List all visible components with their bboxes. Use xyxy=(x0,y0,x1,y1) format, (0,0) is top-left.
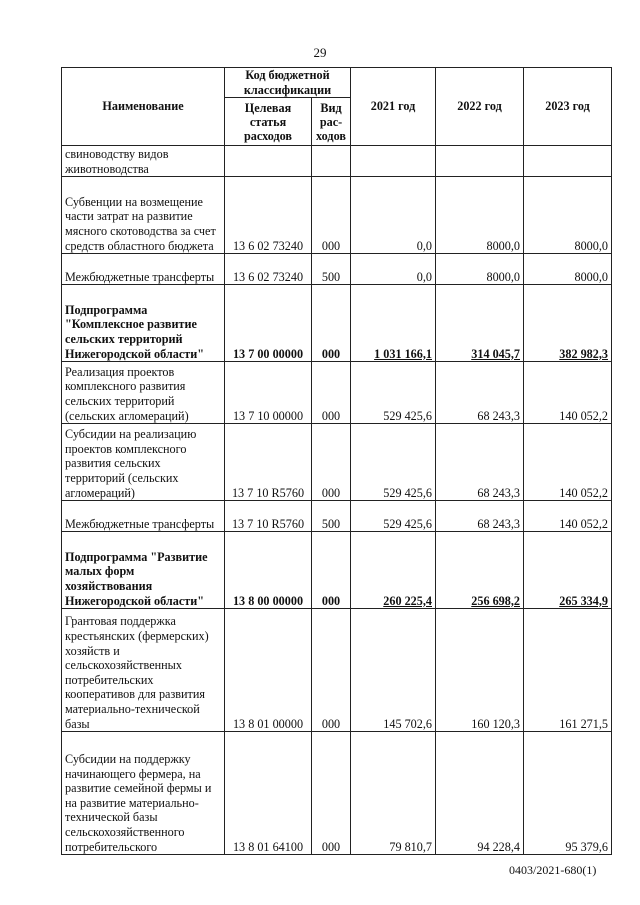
row-value-2021: 0,0 xyxy=(351,177,436,254)
row-value-2023: 161 271,5 xyxy=(524,609,612,732)
row-name: Реализация проектов комплексного развития сельских территорий (сельских агломераций) xyxy=(62,362,225,424)
row-value-2021: 260 225,4 xyxy=(351,532,436,609)
row-name: Межбюджетные трансферты xyxy=(62,501,225,532)
row-target-article: 13 6 02 73240 xyxy=(225,254,312,285)
header-2022: 2022 год xyxy=(436,68,524,146)
row-target-article: 13 7 10 00000 xyxy=(225,362,312,424)
row-value-2022: 314 045,7 xyxy=(436,285,524,362)
table-row xyxy=(62,609,612,732)
row-value-2023: 382 982,3 xyxy=(524,285,612,362)
row-expense-type xyxy=(312,146,351,177)
row-name: Субсидии на поддержку начинающего фермера, на развитие семейной фермы и на развитие материально-технической базы сельскохозяйственного потребительского xyxy=(62,732,225,855)
row-value-2022: 68 243,3 xyxy=(436,424,524,501)
row-name: Подпрограмма "Комплексное развитие сельских территорий Нижегородской области" xyxy=(62,285,225,362)
row-target-article: 13 7 10 R5760 xyxy=(225,424,312,501)
row-value-2023: 95 379,6 xyxy=(524,732,612,855)
row-value-2021: 529 425,6 xyxy=(351,424,436,501)
row-value-2021: 145 702,6 xyxy=(351,609,436,732)
header-name: Наименование xyxy=(62,68,225,146)
row-value-2023: 8000,0 xyxy=(524,177,612,254)
table-row xyxy=(62,732,612,855)
row-expense-type: 000 xyxy=(312,177,351,254)
row-value-2023: 265 334,9 xyxy=(524,532,612,609)
row-expense-type: 000 xyxy=(312,362,351,424)
row-value-2022: 68 243,3 xyxy=(436,501,524,532)
row-target-article: 13 7 10 R5760 xyxy=(225,501,312,532)
document-code: 0403/2021-680(1) xyxy=(509,863,597,877)
row-value-2022: 8000,0 xyxy=(436,177,524,254)
row-target-article xyxy=(225,146,312,177)
row-name: Межбюджетные трансферты xyxy=(62,254,225,285)
table-row xyxy=(62,177,612,254)
header-target-article: Целевая статья расходов xyxy=(225,98,312,146)
row-target-article: 13 8 00 00000 xyxy=(225,532,312,609)
row-expense-type: 000 xyxy=(312,732,351,855)
row-value-2022: 160 120,3 xyxy=(436,609,524,732)
row-value-2023: 140 052,2 xyxy=(524,501,612,532)
row-target-article: 13 7 00 00000 xyxy=(225,285,312,362)
row-expense-type: 000 xyxy=(312,285,351,362)
row-value-2023: 140 052,2 xyxy=(524,424,612,501)
row-value-2022: 94 228,4 xyxy=(436,732,524,855)
row-expense-type: 000 xyxy=(312,609,351,732)
row-value-2022: 68 243,3 xyxy=(436,362,524,424)
row-expense-type: 000 xyxy=(312,424,351,501)
row-expense-type: 500 xyxy=(312,501,351,532)
row-target-article: 13 6 02 73240 xyxy=(225,177,312,254)
row-value-2022: 8000,0 xyxy=(436,254,524,285)
row-name: Субвенции на возмещение части затрат на развитие мясного скотоводства за счет средств областного бюджета xyxy=(62,177,225,254)
row-value-2021: 529 425,6 xyxy=(351,501,436,532)
row-name: Подпрограмма "Развитие малых форм хозяйствования Нижегородской области" xyxy=(62,532,225,609)
table-row xyxy=(62,285,612,362)
row-value-2021: 529 425,6 xyxy=(351,362,436,424)
header-expense-type: Вид рас-ходов xyxy=(312,98,351,146)
row-name: Субсидии на реализацию проектов комплексного развития сельских территорий (сельских агломераций) xyxy=(62,424,225,501)
table-row xyxy=(62,501,612,532)
page-number: 29 xyxy=(313,45,327,60)
table-row xyxy=(62,532,612,609)
row-target-article: 13 8 01 64100 xyxy=(225,732,312,855)
row-expense-type: 000 xyxy=(312,532,351,609)
row-value-2021: 79 810,7 xyxy=(351,732,436,855)
header-2021: 2021 год xyxy=(351,68,436,146)
table-row xyxy=(62,362,612,424)
row-value-2021: 1 031 166,1 xyxy=(351,285,436,362)
row-name: Грантовая поддержка крестьянских (фермерских) хозяйств и сельскохозяйственных потребительских кооперативов для развития материально-технической базы xyxy=(62,609,225,732)
table-row xyxy=(62,254,612,285)
row-value-2023 xyxy=(524,146,612,177)
row-value-2022 xyxy=(436,146,524,177)
row-target-article: 13 8 01 00000 xyxy=(225,609,312,732)
row-value-2023: 140 052,2 xyxy=(524,362,612,424)
table-body xyxy=(62,146,612,855)
row-value-2021: 0,0 xyxy=(351,254,436,285)
table-row xyxy=(62,146,612,177)
row-name: свиноводству видов животноводства xyxy=(62,146,225,177)
row-value-2023: 8000,0 xyxy=(524,254,612,285)
row-expense-type: 500 xyxy=(312,254,351,285)
header-code-group: Код бюджетной классификации xyxy=(225,68,351,98)
row-value-2022: 256 698,2 xyxy=(436,532,524,609)
budget-table xyxy=(61,67,612,855)
header-2023: 2023 год xyxy=(524,68,612,146)
table-row xyxy=(62,424,612,501)
row-value-2021 xyxy=(351,146,436,177)
